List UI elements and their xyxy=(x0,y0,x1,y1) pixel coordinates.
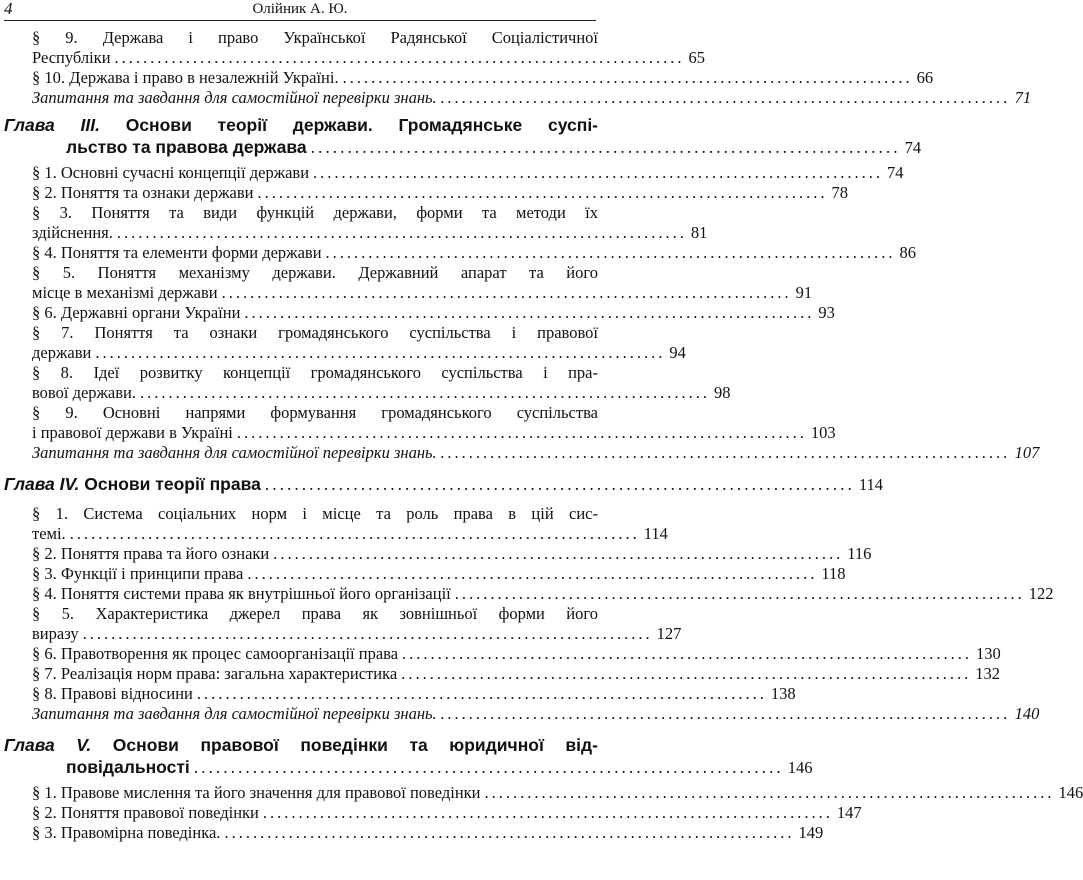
toc-page: 91 xyxy=(795,283,813,302)
toc-entry-questions[interactable]: Запитання та завдання для самостійної перевірки знань. ................................................................................ 107 xyxy=(32,443,1040,462)
leader-dots: ................................................................................ xyxy=(401,664,972,683)
toc-page: 103 xyxy=(810,423,836,442)
leader-dots: ................................................................................ xyxy=(257,183,828,202)
leader-dots: ................................................................................ xyxy=(193,757,784,777)
leader-dots: ................................................................................ xyxy=(325,243,896,262)
toc-entry[interactable]: § 7. Поняття та ознаки громадянського суспільства і правової держави ................................................................................ 94 xyxy=(32,323,686,362)
toc-page: 138 xyxy=(770,684,796,703)
chapter-3-heading[interactable]: Глава ІІІ. Основи теорії держави. Громадянське суспі- льство та правова держава ................................................................................ 74 xyxy=(4,115,922,157)
toc-page: 107 xyxy=(1014,443,1040,462)
toc-page: 149 xyxy=(798,823,824,842)
toc-page: 74 xyxy=(904,138,922,157)
toc-page: 78 xyxy=(831,183,848,202)
toc-entry[interactable]: § 5. Характеристика джерел права як зовнішньої форми його виразу ................................................................................ 127 xyxy=(32,604,682,643)
toc-page: 146 xyxy=(787,758,813,777)
toc-page: 98 xyxy=(714,383,731,402)
page-header xyxy=(4,0,596,21)
toc-page: 86 xyxy=(899,243,917,262)
leader-dots: ................................................................................ xyxy=(196,684,767,703)
chapter-4-heading[interactable] xyxy=(4,473,884,496)
leader-dots: ................................................................................ xyxy=(313,163,884,182)
leader-dots: ................................................................................ xyxy=(236,423,807,442)
toc-page: 116 xyxy=(847,544,872,563)
leader-dots: ................................................................................ xyxy=(244,303,815,322)
toc-page: 140 xyxy=(1014,704,1040,723)
toc-entry[interactable]: § 5. Поняття механізму держави. Державний апарат та його місце в механізмі держави ................................................................................ 91 xyxy=(32,263,813,302)
chapter-5-heading[interactable]: Глава V. Основи правової поведінки та юридичної від- повідальності ................................................................................ 146 xyxy=(4,735,813,777)
leader-dots: ................................................................................ xyxy=(140,383,711,402)
leader-dots: ................................................................................ xyxy=(247,564,818,583)
toc-entry[interactable]: § 4. Поняття та елементи форми держави ................................................................................ 86 xyxy=(32,243,917,262)
toc-page: 93 xyxy=(818,303,835,322)
toc-page: 94 xyxy=(669,343,686,362)
chapter-title: Основи теорії права xyxy=(84,474,261,494)
leader-dots: ................................................................................ xyxy=(440,443,1011,462)
leader-dots: ................................................................................ xyxy=(224,823,795,842)
leader-dots: ................................................................................ xyxy=(440,704,1011,723)
leader-dots: ................................................................................ xyxy=(402,644,973,663)
leader-dots: ................................................................................ xyxy=(342,68,913,87)
leader-dots: ................................................................................ xyxy=(440,88,1011,107)
toc-page: 118 xyxy=(821,564,846,583)
toc-page: 65 xyxy=(688,48,706,67)
leader-dots: ................................................................................ xyxy=(484,783,1055,802)
toc-entry[interactable]: § 9. Держава і право Української Радянської Соціалістичної Республіки ................................................................................ 65 xyxy=(32,28,706,67)
toc-page: 66 xyxy=(916,68,934,87)
toc-entry[interactable]: § 2. Поняття правової поведінки ................................................................................ 147 xyxy=(32,803,862,822)
toc-entry[interactable]: § 3. Поняття та види функцій держави, форми та методи їх здійснення. ................................................................................ 81 xyxy=(32,203,708,242)
leader-dots: ................................................................................ xyxy=(114,48,685,67)
toc-page: 71 xyxy=(1014,88,1032,107)
leader-dots: ................................................................................ xyxy=(116,223,687,242)
toc-page: 114 xyxy=(858,475,884,494)
leader-dots: ................................................................................ xyxy=(264,474,855,494)
toc-page: 127 xyxy=(656,624,682,643)
toc-entry-questions[interactable]: Запитання та завдання для самостійної перевірки знань. ................................................................................ 71 xyxy=(32,88,1032,107)
running-title: Олійник А. Ю. xyxy=(252,1,348,17)
toc-entry[interactable]: § 6. Правотворення як процес самоорганізації права ................................................................................ 130 xyxy=(32,644,1001,663)
page-number: 4 xyxy=(4,0,13,18)
toc-entry[interactable]: § 7. Реалізація норм права: загальна характеристика ................................................................................ 132 xyxy=(32,664,1000,683)
toc-entry[interactable]: § 2. Поняття та ознаки держави ................................................................................ 78 xyxy=(32,183,848,202)
toc-entry[interactable]: § 4. Поняття системи права як внутрішньої його організації ................................................................................ 122 xyxy=(32,584,1054,603)
leader-dots: ................................................................................ xyxy=(310,137,901,157)
chapter-label: Глава V. xyxy=(4,735,92,755)
toc-entry[interactable]: § 3. Правомірна поведінка. ................................................................................ 149 xyxy=(32,823,824,842)
leader-dots: ................................................................................ xyxy=(95,343,666,362)
toc-entry[interactable]: § 8. Ідеї розвитку концепції громадянського суспільства і пра- вової держави. ................................................................................ 98 xyxy=(32,363,731,402)
leader-dots: ................................................................................ xyxy=(69,524,640,543)
toc-page: 132 xyxy=(975,664,1000,683)
toc-page: 122 xyxy=(1028,584,1054,603)
toc-page: 74 xyxy=(887,163,904,182)
leader-dots: ................................................................................ xyxy=(262,803,833,822)
toc-entry-questions[interactable]: Запитання та завдання для самостійної перевірки знань. ................................................................................ 140 xyxy=(32,704,1040,723)
leader-dots: ................................................................................ xyxy=(221,283,792,302)
toc-entry[interactable]: § 8. Правові відносини ................................................................................ 138 xyxy=(32,684,796,703)
toc-entry[interactable]: § 10. Держава і право в незалежній Україні. ................................................................................ 66 xyxy=(32,68,934,87)
chapter-label: Глава ІІІ. xyxy=(4,115,100,135)
chapter-title: Основи правової поведінки та юридичної від- xyxy=(112,735,598,755)
toc-page: 146 xyxy=(1058,783,1083,802)
toc-page: 81 xyxy=(690,223,708,242)
toc-page: 130 xyxy=(976,644,1001,663)
chapter-title: Основи теорії держави. Громадянське суспі- xyxy=(125,115,599,135)
toc-page: 114 xyxy=(643,524,668,543)
toc-entry[interactable]: § 3. Функції і принципи права ................................................................................ 118 xyxy=(32,564,846,583)
toc-page: 147 xyxy=(836,803,862,822)
toc-entry[interactable]: § 2. Поняття права та його ознаки ................................................................................ 116 xyxy=(32,544,872,563)
toc-entry[interactable]: § 1. Основні сучасні концепції держави ................................................................................ 74 xyxy=(32,163,904,182)
chapter-label: Глава IV. xyxy=(4,474,80,494)
toc-entry[interactable]: § 1. Правове мислення та його значення для правової поведінки ................................................................................ 146 xyxy=(32,783,1083,802)
toc-entry[interactable]: § 9. Основні напрями формування громадянського суспільства і правової держави в Україні ................................................................................ 103 xyxy=(32,403,836,442)
toc-entry[interactable]: § 1. Система соціальних норм і місце та роль права в цій сис- темі. ................................................................................ 114 xyxy=(32,504,668,543)
leader-dots: ................................................................................ xyxy=(454,584,1025,603)
leader-dots: ................................................................................ xyxy=(273,544,844,563)
toc-entry[interactable]: § 6. Державні органи України ................................................................................ 93 xyxy=(32,303,835,322)
table-of-contents xyxy=(0,28,1083,843)
leader-dots: ................................................................................ xyxy=(82,624,653,643)
